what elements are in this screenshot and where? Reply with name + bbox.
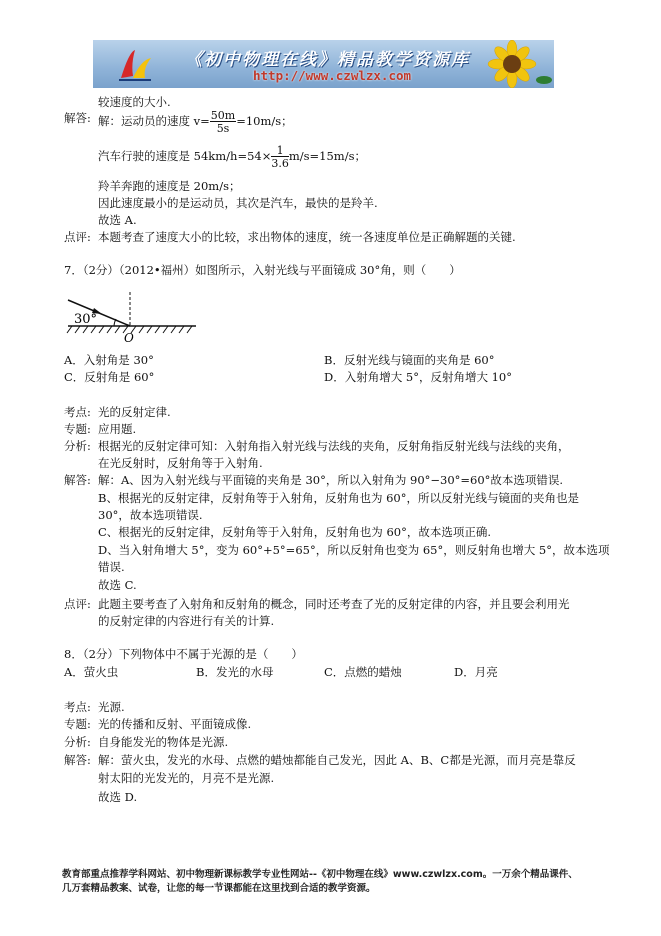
car-speed-suffix: m/s=15m/s； bbox=[288, 149, 366, 163]
q7-fig-point-label: O bbox=[124, 331, 134, 344]
q8-kaodian-label: 考点: bbox=[64, 700, 91, 714]
header-banner bbox=[93, 40, 554, 88]
q7-zhuanti-label: 专题: bbox=[64, 422, 91, 436]
q7-zhuanti: 应用题. bbox=[98, 422, 137, 436]
q8-option-a: A．萤火虫 bbox=[64, 665, 119, 679]
q7-jieda-label: 解答: bbox=[64, 473, 91, 487]
runner-speed-fraction bbox=[210, 110, 236, 134]
q7-jieda-line5: D、当入射角增大 5°，变为 60°+5°=65°，所以反射角也变为 65°，则反射角也增大 5°，故本选项 bbox=[98, 543, 610, 557]
footer-line1: 教育部重点推荐学科网站、初中物理新课标教学专业性网站--《初中物理在线》www.czwlzx.com。一万余个精品课件、 bbox=[62, 869, 578, 880]
q7-kaodian-label: 考点: bbox=[64, 405, 91, 419]
comment-text: 本题考查了速度大小的比较，求出物体的速度，统一各速度单位是正确解题的关键. bbox=[98, 230, 516, 244]
runner-speed-line bbox=[98, 110, 293, 134]
comment-label: 点评: bbox=[64, 230, 91, 244]
conclusion-line: 因此速度最小的是运动员，其次是汽车，最快的是羚羊. bbox=[98, 196, 378, 210]
antelope-speed-line: 羚羊奔跑的速度是 20m/s； bbox=[98, 179, 241, 193]
q8-jieda-label: 解答: bbox=[64, 753, 91, 767]
q7-jieda-line3: 30°，故本选项错误. bbox=[98, 508, 203, 522]
q7-jieda-line6: 错误. bbox=[98, 560, 125, 574]
runner-speed-suffix: =10m/s； bbox=[236, 114, 293, 128]
car-numerator: 1 bbox=[271, 145, 289, 157]
q8-jieda-line1: 解：萤火虫，发光的水母、点燃的蜡烛都能自己发光，因此 A、B、C都是光源，而月亮是靠反 bbox=[98, 753, 576, 767]
q7-fenxi-line1: 根据光的反射定律可知：入射角指入射光线与法线的夹角，反射角指反射光线与法线的夹角， bbox=[98, 439, 570, 453]
q8-answer-choice: 故选 D. bbox=[98, 790, 138, 804]
q8-zhuanti: 光的传播和反射、平面镜成像. bbox=[98, 717, 252, 731]
answer-choice: 故选 A. bbox=[98, 213, 137, 227]
q7-jieda-line1: 解：A、因为入射光线与平面镜的夹角是 30°，所以入射角为 90°−30°=60°故本选项错误. bbox=[98, 473, 564, 487]
q7-dianping-line2: 的反射定律的内容进行有关的计算. bbox=[98, 614, 275, 628]
car-speed-fraction bbox=[271, 145, 289, 169]
site-logo-icon bbox=[115, 44, 155, 84]
q8-option-c: C．点燃的蜡烛 bbox=[324, 665, 402, 679]
q8-option-d: D．月亮 bbox=[454, 665, 498, 679]
q7-dianping-label: 点评: bbox=[64, 597, 91, 611]
runner-denominator: 5s bbox=[216, 122, 230, 135]
q7-option-d: D．入射角增大 5°，反射角增大 10° bbox=[324, 370, 512, 384]
q8-stem: 8．（2分）下列物体中不属于光源的是（ ） bbox=[64, 647, 303, 661]
q7-option-c: C．反射角是 60° bbox=[64, 370, 155, 384]
car-speed-line bbox=[98, 145, 366, 169]
banner-url: http://www.czwlzx.com bbox=[253, 68, 412, 83]
q8-option-b: B．发光的水母 bbox=[196, 665, 274, 679]
q8-fenxi: 自身能发光的物体是光源. bbox=[98, 735, 229, 749]
q7-option-b: B．反射光线与镜面的夹角是 60° bbox=[324, 353, 495, 367]
q7-fenxi-label: 分析: bbox=[64, 439, 91, 453]
sunflower-icon bbox=[472, 40, 552, 88]
banner-title: 《初中物理在线》精品教学资源库 bbox=[185, 50, 470, 70]
q7-jieda-line2: B、根据光的反射定律，反射角等于入射角，反射角也为 60°，所以反射光线与镜面的夹角也是 bbox=[98, 491, 579, 505]
q7-fig-angle-label: 30° bbox=[74, 312, 98, 327]
q7-fenxi-line2: 在光反射时，反射角等于入射角. bbox=[98, 456, 263, 470]
q7-kaodian: 光的反射定律. bbox=[98, 405, 171, 419]
footer-line2: 几万套精品教案、试卷，让您的每一节课都能在这里找到合适的教学资源。 bbox=[62, 883, 376, 894]
q8-jieda-line2: 射太阳的光发光的，月亮不是光源. bbox=[98, 771, 275, 785]
car-speed-prefix: 汽车行驶的速度是 54km/h=54× bbox=[98, 149, 272, 163]
q8-zhuanti-label: 专题: bbox=[64, 717, 91, 731]
runner-numerator: 50m bbox=[210, 109, 236, 122]
answer-label: 解答: bbox=[64, 111, 91, 125]
q8-fenxi-label: 分析: bbox=[64, 735, 91, 749]
prev-question-tail: 较速度的大小. bbox=[98, 95, 171, 109]
runner-speed-prefix: 解：运动员的速度 v= bbox=[98, 114, 210, 128]
q7-stem: 7．（2分）（2012•福州）如图所示，入射光线与平面镜成 30°角，则（ ） bbox=[64, 263, 461, 277]
q8-kaodian: 光源. bbox=[98, 700, 125, 714]
car-denominator: 3.6 bbox=[271, 157, 289, 170]
q7-option-a: A．入射角是 30° bbox=[64, 353, 154, 367]
q7-dianping-line1: 此题主要考查了入射角和反射角的概念，同时还考查了光的反射定律的内容，并且要会利用光 bbox=[98, 597, 570, 611]
q7-jieda-line4: C、根据光的反射定律，反射角等于入射角，反射角也为 60°，故本选项正确. bbox=[98, 525, 491, 539]
q7-answer-choice: 故选 C. bbox=[98, 578, 137, 592]
q7-mirror-figure bbox=[62, 288, 202, 344]
